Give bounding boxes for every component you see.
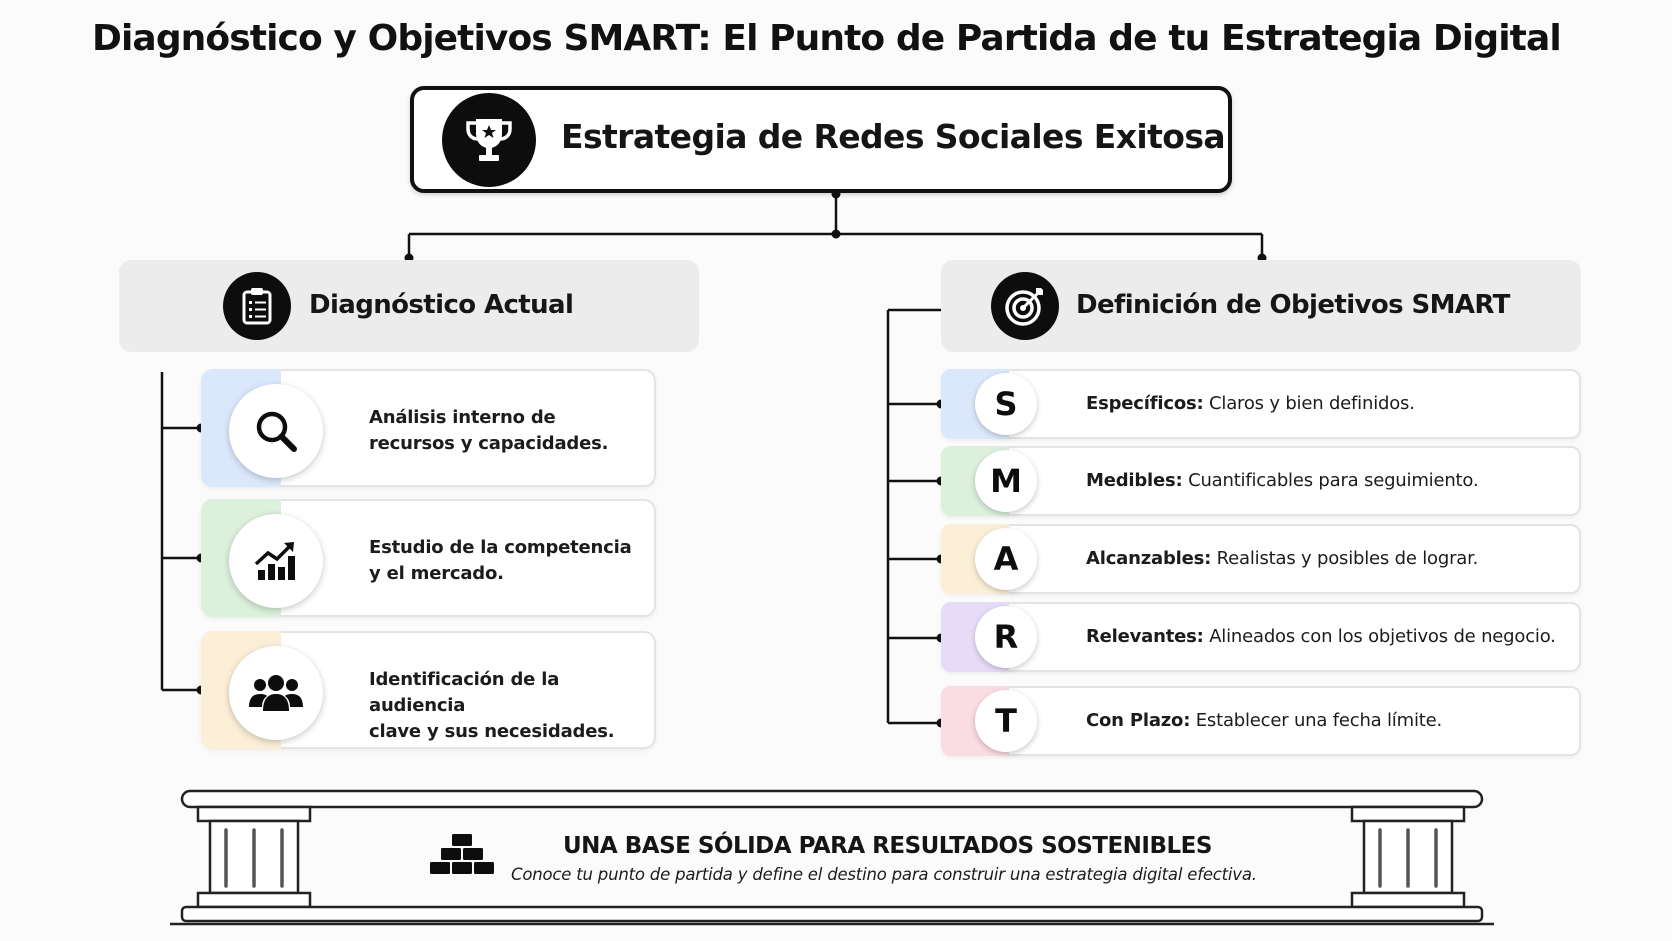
diagnostico-item-text: Análisis interno de recursos y capacidades. [369, 407, 609, 454]
diagnostico-title: Diagnóstico Actual [309, 290, 574, 320]
smart-letter: T [975, 690, 1037, 752]
base-subtitle: Conoce tu punto de partida y define el destino para construir una estrategia digital efectiva. [511, 865, 1257, 884]
smart-item-text: Alcanzables: Realistas y posibles de lograr. [1086, 548, 1479, 569]
smart-item-text: Medibles: Cuantificables para seguimiento. [1086, 470, 1479, 491]
smart-item-text: Específicos: Claros y bien definidos. [1086, 393, 1415, 414]
diagnostico-item-text: Estudio de la competencia y el mercado. [369, 537, 632, 584]
smart-letter: M [975, 450, 1037, 512]
diagnostico-item-text: Identificación de la audiencia clave y sus necesidades. [369, 669, 615, 742]
page-title: Diagnóstico y Objetivos SMART: El Punto de Partida de tu Estrategia Digital [92, 18, 1561, 59]
smart-item-text: Relevantes: Alineados con los objetivos de negocio. [1086, 626, 1556, 647]
hero-title: Estrategia de Redes Sociales Exitosa [561, 117, 1226, 156]
smart-item-text: Con Plazo: Establecer una fecha límite. [1086, 710, 1442, 731]
smart-title: Definición de Objetivos SMART [1076, 290, 1510, 320]
base-title: UNA BASE SÓLIDA PARA RESULTADOS SOSTENIBLES [563, 833, 1212, 859]
smart-letter: R [975, 606, 1037, 668]
smart-letter: A [975, 528, 1037, 590]
stacked-bricks-icon [430, 834, 494, 884]
smart-letter: S [975, 373, 1037, 435]
